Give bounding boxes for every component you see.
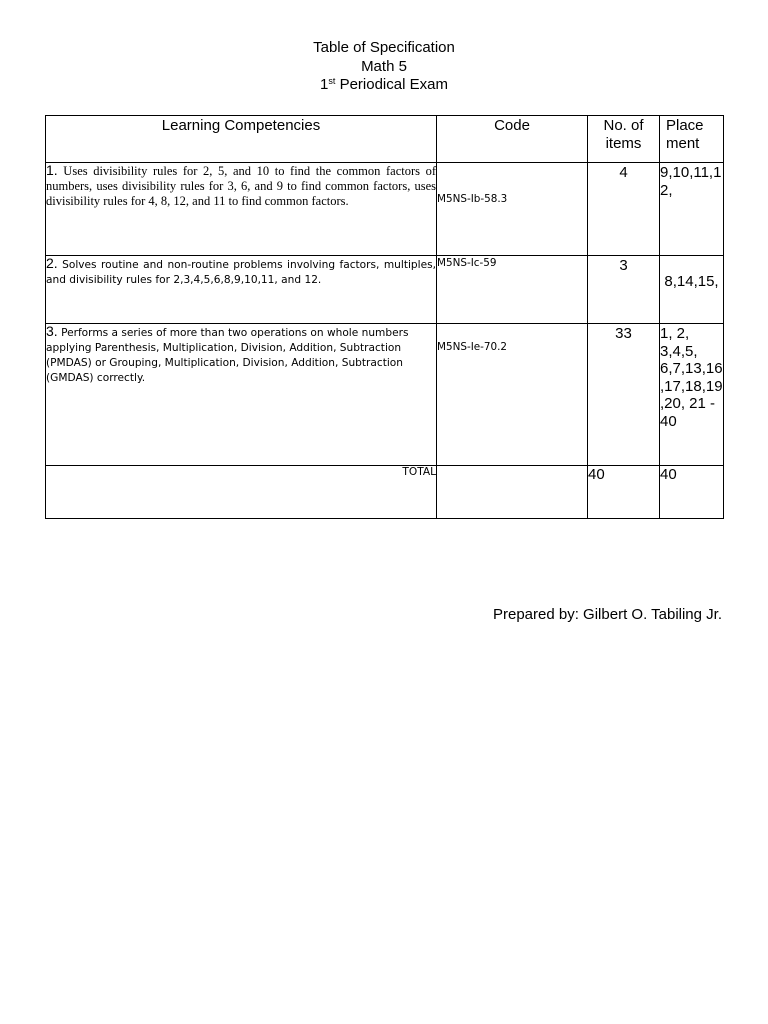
items-cell: 3 [588, 256, 660, 324]
column-header-items: No. of items [588, 116, 660, 163]
competency-number: 3. [46, 323, 58, 339]
column-header-competencies: Learning Competencies [46, 116, 437, 163]
competency-text [46, 256, 436, 288]
placement-cell: 8,14,15, [660, 256, 724, 324]
code-cell: M5NS-Ie-70.2 [437, 324, 588, 466]
total-placement: 40 [660, 466, 724, 519]
competency-description: Solves routine and non-routine problems involving factors, multiples, and divisibility rules for 2,3,4,5,6,8,9,10,11, and 12. [46, 259, 436, 286]
code-cell: M5NS-Ib-58.3 [437, 163, 588, 256]
table-row [46, 163, 724, 256]
competency-cell [46, 324, 437, 466]
competency-number: 2. [46, 255, 58, 271]
table-row [46, 324, 724, 466]
table-total-row [46, 466, 724, 519]
document-subject: Math 5 [361, 57, 407, 75]
document-exam-line [0, 76, 768, 95]
competency-cell [46, 256, 437, 324]
document-title: Table of Specification [313, 39, 455, 56]
specification-table [45, 115, 724, 519]
competency-description: Performs a series of more than two operations on whole numbers applying Parenthesis, Multiplication, Division, Addition, Subtraction (PMDAS) or Grouping, Multiplication, Division, Addition, Subtraction (GMDAS) correctly. [46, 327, 409, 384]
items-cell: 4 [588, 163, 660, 256]
column-header-placement: Place ment [660, 116, 724, 163]
competency-cell [46, 163, 437, 256]
exam-ordinal: 1 [320, 76, 329, 93]
exam-name: Periodical Exam [339, 76, 448, 93]
prepared-by: Prepared by: Gilbert O. Tabiling Jr. [493, 606, 722, 623]
total-label: TOTAL [46, 466, 437, 519]
column-header-code: Code [437, 116, 588, 163]
table-row [46, 256, 724, 324]
competency-description: Uses divisibility rules for 2, 5, and 10 to find the common factors of numbers, uses divisibility rules for 3, 6, and 9 to find common factors, uses divisibility rules for 4, 8, 12, and 11 to find common factors. [46, 164, 437, 208]
competency-text [46, 324, 436, 386]
code-cell: M5NS-Ic-59 [437, 256, 588, 324]
document-title-block [0, 39, 768, 95]
total-items: 40 [588, 466, 660, 519]
placement-cell: 9,10,11,12, [660, 163, 724, 256]
exam-ordinal-suffix: st [328, 76, 336, 86]
items-cell: 33 [588, 324, 660, 466]
competency-text [46, 163, 436, 209]
placement-cell: 1, 2, 3,4,5, 6,7,13,16,17,18,19,20, 21 - 40 [660, 324, 724, 466]
table-header-row [46, 116, 724, 163]
competency-number: 1. [46, 162, 58, 178]
total-code-cell [437, 466, 588, 519]
